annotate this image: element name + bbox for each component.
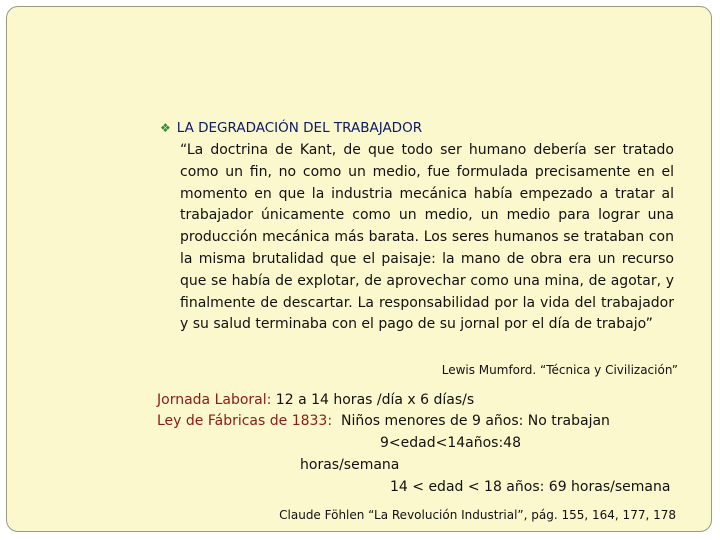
source-citation: Claude Föhlen “La Revolución Industrial”, pág. 155, 164, 177, 178 [279,508,676,522]
jornada-value: 12 a 14 horas /día x 6 días/s [271,392,475,408]
jornada-line [157,392,474,408]
ley-line-2: 9<edad<14años:48 [380,435,521,451]
heading-text: LA DEGRADACIÓN DEL TRABAJADOR [176,120,423,136]
kant-quote: “La doctrina de Kant, de que todo ser humano debería ser tratado como un fin, no como un medio, fue formulada precisamente en el momento en que la industria mecánica había empezado a tratar al trabajador únicamente como un medio, un medio para lograr una producción mecánica más barata. Los seres humanos se trataban con la misma brutalidad que el paisaje: la mano de obra era un recurso que se había de explotar, de aprovechar como una mina, de agotar, y finalmente de descartar. La responsabilidad por la vida del trabajador y su salud terminaba con el pago de su jornal por el día de trabajo” [180,142,674,333]
ley-line-3: horas/semana [300,457,400,473]
ley-value: Niños menores de 9 años: No trabajan [340,413,610,429]
ley-label: Ley de Fábricas de 1833: [157,413,333,429]
section-heading [160,120,422,136]
ley-line-4: 14 < edad < 18 años: 69 horas/semana [390,479,671,495]
ley-line [157,413,610,429]
diamond-bullet-icon: ❖ [160,121,171,135]
quote-attribution: Lewis Mumford. “Técnica y Civilización” [441,363,678,377]
jornada-label: Jornada Laboral: [157,392,272,408]
